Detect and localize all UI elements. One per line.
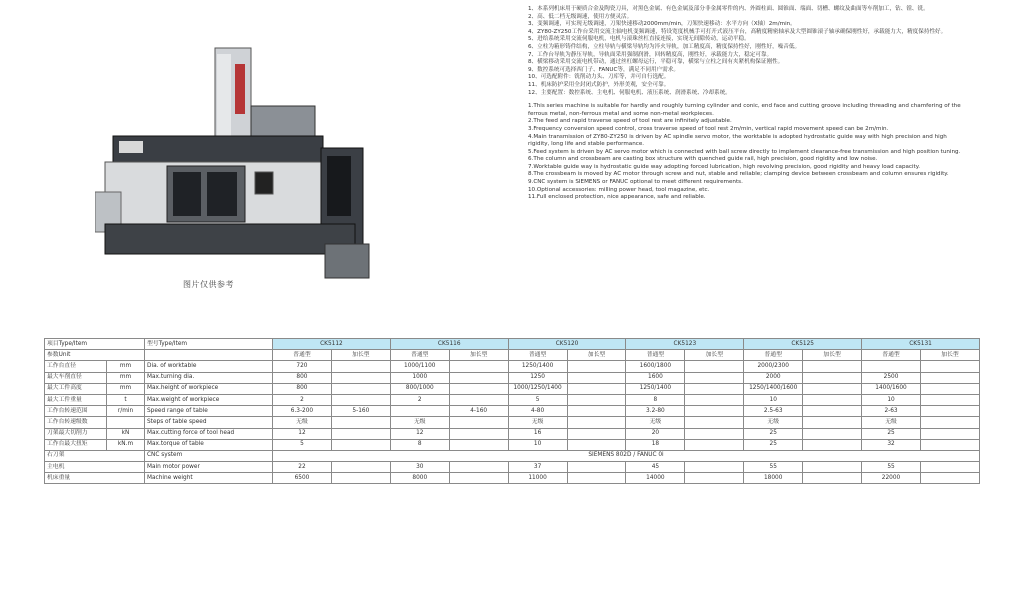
row-unit: t [107,394,145,405]
row-label: 工作台直径 [45,361,107,372]
model-name: CK5131 [862,339,980,350]
spec-en-line: 6.The column and crossbeam are casting box structure with quenched guide rail, high precision, good rigidity and low noise. [528,156,878,163]
table-cell: 10 [508,439,567,450]
spec-cn-line: 11、机床防护采用全封闭式防护，外形美观，安全可靠。 [528,81,670,88]
table-cell [567,372,626,383]
row-label-en: Main motor power [145,462,273,473]
table-cell [331,372,390,383]
table-cell: 20 [626,428,685,439]
table-cell [803,473,862,484]
table-cell: 800 [273,372,332,383]
spec-en-line: 10.Optional accessories: milling power head, tool magazine, etc. [528,186,710,193]
row-label-en: CNC system [145,450,273,461]
row-label: 机床重量 [45,473,145,484]
table-cell [803,394,862,405]
table-cell [567,361,626,372]
table-cell [331,383,390,394]
table-cell [449,372,508,383]
table-cell [685,406,744,417]
table-cell [331,361,390,372]
table-cell: 无级 [508,417,567,428]
specs-en [528,103,968,202]
table-cell [331,394,390,405]
table-cell: 5 [508,394,567,405]
table-cell: 8000 [390,473,449,484]
table-cell: 25 [744,439,803,450]
table-cell: 2 [390,394,449,405]
table-cell [449,473,508,484]
table-cell [685,473,744,484]
machine-image [95,44,395,279]
table-row [45,450,980,461]
table-cell [567,406,626,417]
table-cell: 4-80 [508,406,567,417]
table-row [45,383,980,394]
table-cell: 1600/1800 [626,361,685,372]
table-cell: 5 [273,439,332,450]
table-cell: 800 [273,383,332,394]
table-cell: 1250/1400 [508,361,567,372]
spec-en-line: 4.Main transmission of ZY80-ZY250 is driven by AC spindle servo motor, the worktable is adopted hydrostatic guide way with high precision and high rigidity, long life and stable performance. [528,133,947,148]
model-name: CK5112 [273,339,391,350]
table-cell: 55 [744,462,803,473]
table-cell [331,473,390,484]
table-cell [685,462,744,473]
spec-cn-line: 7、工作台导轨为静压导轨，导轨面采用强制润滑，回转精度高，刚性好，承载能力大，稳定可靠。 [528,51,773,58]
table-cell [685,383,744,394]
row-label: 最大工件重量 [45,394,107,405]
table-cell: 2 [273,394,332,405]
table-cell [920,473,979,484]
table-cell [920,462,979,473]
table-cell: 18000 [744,473,803,484]
table-row [45,394,980,405]
row-label: 主电机 [45,462,145,473]
sub-head: 加长型 [449,350,508,361]
table-cell [920,394,979,405]
table-cell: 无级 [744,417,803,428]
spec-en-line: 11.Full enclosed protection, nice appearance, safe and reliable. [528,194,706,201]
table-cell: 10 [744,394,803,405]
table-cell: 14000 [626,473,685,484]
table-cell: 2-63 [862,406,921,417]
table-row [45,372,980,383]
row-unit: r/min [107,406,145,417]
table-cell: 无级 [273,417,332,428]
table-cell: 800/1000 [390,383,449,394]
table-cell [331,417,390,428]
row-unit: mm [107,383,145,394]
table-cell [685,394,744,405]
sub-head: 普通型 [390,350,449,361]
table-row [45,406,980,417]
table-cell [803,428,862,439]
table-cell [567,439,626,450]
model-name: CK5123 [626,339,744,350]
spec-cn-line: 2、高、低二档无级调速，使用方便灵活。 [528,13,633,20]
sub-head: 加长型 [803,350,862,361]
table-cell: 6.3-200 [273,406,332,417]
type-label: 型号Type/Item [145,339,273,350]
table-cell [920,372,979,383]
table-cell [803,383,862,394]
table-cell [685,417,744,428]
table-cell [803,417,862,428]
table-cell: 3.2-80 [626,406,685,417]
table-row [45,462,980,473]
table-cell: 8 [626,394,685,405]
spec-cn-line: 10、可选配附件：铣削动力头、刀库等，并可自行选配。 [528,74,670,81]
table-cell: 11000 [508,473,567,484]
table-cell: 25 [744,428,803,439]
spec-cn-line: 12、主要配置：数控系统、主电机、伺服电机、液压系统、润滑系统、冷却系统。 [528,89,731,96]
image-caption: 图片仅供参考 [183,280,234,289]
row-label-en: Speed range of table [145,406,273,417]
table-cell: 18 [626,439,685,450]
row-label-en: Steps of table speed [145,417,273,428]
spec-cn-line: 4、ZY80-ZY250工作台采用交流主轴电机变频调速，特设宽度机械手可打开式液压平台，高精度精密轴承及大型圆锥滚子轴承确保刚性好，承载能力大，精度保持性好。 [528,28,947,35]
corner-sub: 参数Unit [45,350,145,361]
table-cell: 12 [390,428,449,439]
table-cell: 无级 [390,417,449,428]
spec-cn-line: 9、数控系统可选择西门子、FANUC等，满足不同用户需求。 [528,66,679,73]
table-cell: 无级 [862,417,921,428]
spec-table [44,338,980,599]
table-cell: 无级 [626,417,685,428]
row-unit: kN.m [107,439,145,450]
table-cell: 1000 [390,372,449,383]
row-unit: kN [107,428,145,439]
table-cell: 55 [862,462,921,473]
row-unit: mm [107,361,145,372]
table-cell: 2.5-63 [744,406,803,417]
row-label-en: Max.weight of workpiece [145,394,273,405]
table-cell: 37 [508,462,567,473]
table-cell [685,361,744,372]
table-cell [449,417,508,428]
row-label-en: Max.turning dia. [145,372,273,383]
sub-head: 普通型 [862,350,921,361]
table-cell [803,361,862,372]
table-cell: 6500 [273,473,332,484]
row-label-en: Machine weight [145,473,273,484]
spec-en-line: 1.This series machine is suitable for hardly and roughly turning cylinder and conic, end face and cutting groove including threading and chamfering of the ferrous metal, non-ferrous metal and some non-metal workpieces. [528,103,961,117]
table-cell [862,361,921,372]
spec-cn-line: 3、变频调速，可实现无级调速，刀架快速移动2000mm/min，刀架快速移动：水平方向（X轴）2m/min。 [528,21,796,28]
spec-en-line: 9.CNC system is SIEMENS or FANUC optional to meet different requirements. [528,179,743,186]
table-cell [331,462,390,473]
table-cell [920,428,979,439]
table-cell: 30 [390,462,449,473]
spec-cn-line: 1、本系列机床用于硬质合金及陶瓷刀具，对黑色金属、有色金属及部分非金属零件的内、外圆柱面、圆锥面、端面、切槽、螺纹及曲面等车削加工，钻、镗、铣。 [528,6,929,12]
table-cell: 1250 [508,372,567,383]
row-unit: mm [107,372,145,383]
table-cell [567,428,626,439]
table-cell [449,439,508,450]
spec-cn-line: 6、立柱为箱形铸件结构，立柱导轨与横梁导轨均为淬火导轨，加工精度高，精度保持性好，刚性好，噪音低。 [528,43,801,50]
table-row [45,473,980,484]
table-cell [803,462,862,473]
row-label-en: Max.torque of table [145,439,273,450]
table-cell: 1250/1400 [626,383,685,394]
table-cell [567,394,626,405]
row-label-en: Dia. of worktable [145,361,273,372]
table-cell [449,394,508,405]
table-cell [685,428,744,439]
table-cell [685,372,744,383]
model-name: CK5125 [744,339,862,350]
spec-en-line: 8.The crossbeam is moved by AC motor through screw and nut, stable and reliable; clamping device between crossbeam and column ensures rigidity. [528,171,949,178]
table-cell [449,361,508,372]
table-cell: 12 [273,428,332,439]
table-row [45,417,980,428]
table-cell: 4-160 [449,406,508,417]
table-cell [803,372,862,383]
table-cell: 1400/1600 [862,383,921,394]
table-cell: 5-160 [331,406,390,417]
table-cell [920,417,979,428]
table-cell: 2000 [744,372,803,383]
corner-top: 项目Type/Item [45,339,145,350]
spec-en-line: 5.Feed system is driven by AC servo motor which is connected with ball screw directly to implement clearance-free transmission and high position tuning. [528,148,961,155]
row-unit [107,417,145,428]
sub-head: 普通型 [273,350,332,361]
row-label-en: Max.height of workpiece [145,383,273,394]
table-cell [567,383,626,394]
table-cell [803,406,862,417]
table-cell: 22000 [862,473,921,484]
spec-en-line: 2.The feed and rapid traverse speed of tool rest are infinitely adjustable. [528,118,732,125]
table-cell [803,439,862,450]
sub-head: 普通型 [626,350,685,361]
table-cell [920,361,979,372]
table-cell: 45 [626,462,685,473]
table-cell: 22 [273,462,332,473]
sub-head: 普通型 [508,350,567,361]
specs-cn [528,6,968,97]
table-cell: SIEMENS 802D / FANUC 0i [273,450,980,461]
specs-text [528,6,968,202]
table-cell [390,406,449,417]
table-cell: 25 [862,428,921,439]
table-cell: 2500 [862,372,921,383]
table-cell: 1600 [626,372,685,383]
table-cell: 1250/1400/1600 [744,383,803,394]
table-cell [331,428,390,439]
table-cell: 10 [862,394,921,405]
table-cell [567,473,626,484]
table-cell: 16 [508,428,567,439]
spec-en-line: 7.Worktable guide way is hydrostatic guide way adopting forced lubrication, high revolving precision, good rigidity and heavy load capacity. [528,163,921,170]
table-cell [567,417,626,428]
spec-cn-line: 8、横梁移动采用交流电机带动，通过丝杠螺母运行，平稳可靠，横梁与立柱之间有夹紧机构保证刚性。 [528,59,784,66]
table-cell [449,428,508,439]
sub-head: 加长型 [567,350,626,361]
table-cell: 8 [390,439,449,450]
table-cell: 1000/1100 [390,361,449,372]
sub-head: 加长型 [920,350,979,361]
table-cell [920,383,979,394]
sub-head: 普通型 [744,350,803,361]
table-cell: 1000/1250/1400 [508,383,567,394]
model-name: CK5120 [508,339,626,350]
table-cell [567,462,626,473]
row-label: 最大车削直径 [45,372,107,383]
row-label-en: Max.cutting force of tool head [145,428,273,439]
table-cell [685,439,744,450]
spec-en-line: 3.Frequency conversion speed control, cross traverse speed of tool rest 2m/min, vertical rapid movement speed can be 2m/min. [528,125,889,132]
table-cell: 32 [862,439,921,450]
table-cell: 2000/2300 [744,361,803,372]
model-name: CK5116 [390,339,508,350]
table-cell [920,406,979,417]
table-cell [920,439,979,450]
row-label: 刀架最大切削力 [45,428,107,439]
table-cell [449,383,508,394]
table-row [45,361,980,372]
row-label: 右刀架 [45,450,145,461]
sub-head: 加长型 [331,350,390,361]
row-label: 工作台最大扭矩 [45,439,107,450]
row-label: 工作台转速级数 [45,417,107,428]
table-row [45,428,980,439]
row-label: 最大工件高度 [45,383,107,394]
row-label: 工作台转速范围 [45,406,107,417]
table-cell [449,462,508,473]
spec-cn-line: 5、进给系统采用交流伺服电机，电机与滚珠丝杠直接连接，实现无间隙传动，运动平稳。 [528,36,750,43]
table-row [45,439,980,450]
table-cell: 720 [273,361,332,372]
table-cell [331,439,390,450]
sub-head: 加长型 [685,350,744,361]
